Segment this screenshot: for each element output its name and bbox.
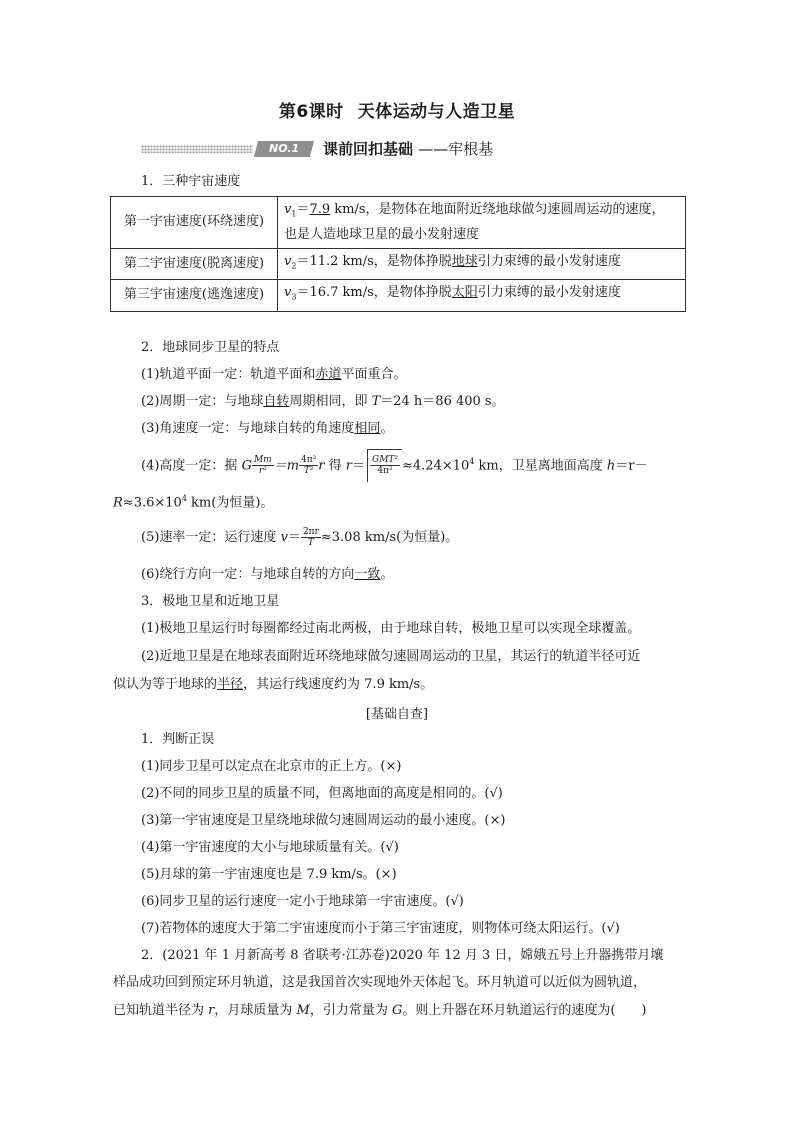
sec3-line2: (2)近地卫星是在地球表面附近环绕地球做匀速圆周运动的卫星，其运行的轨道半径可近 — [141, 649, 641, 664]
list-item: (4)第一宇宙速度的大小与地球质量有关。(√) — [141, 840, 399, 855]
section-badge: NO.1 — [254, 141, 314, 157]
formula-fraction: $\frac{\text{4π²}}{\text{T²}}$ — [301, 455, 317, 477]
section-heading: 课前回扣基础 ——牢根基 — [323, 140, 494, 158]
sec2-line4: (4)高度一定：据 G $\frac{Mm}{\text{r²}}$ ＝m $\frac{\text{4π²}}{\text{T²}}$ r 得 r＝ $\frac{\text{GMT²}}{\text{4π²}}$ $\approx 4.24\times 10^4$ km，卫星离地面高度 h＝r－ — [141, 446, 647, 482]
table-cell-name: 第二宇宙速度(脱离速度) — [111, 248, 278, 280]
square-root: $\frac{\text{GMT²}}{\text{4π²}}$ — [367, 449, 402, 482]
section-banner — [141, 140, 561, 158]
list-item: (1)同步卫星可以定点在北京市的正上方。(×) — [141, 759, 402, 774]
list-item: (5)月球的第一宇宙速度也是 7.9 km/s。(×) — [141, 867, 397, 882]
sec1-heading: 1．三种宇宙速度 — [141, 174, 241, 189]
table-cell-desc: $v_1=7.9$ km/s，是物体在地面附近绕地球做匀速圆周运动的速度， 也是人造地球卫星的最小发射速度 — [278, 197, 686, 249]
list-item: (3)第一宇宙速度是卫星绕地球做匀速圆周运动的最小速度。(×) — [141, 813, 506, 828]
table-row — [111, 248, 686, 280]
table-cell-name: 第一宇宙速度(环绕速度) — [111, 197, 278, 249]
table-cell-desc: $v_3=16.7$ km/s，是物体挣脱太阳引力束缚的最小发射速度 — [278, 280, 686, 312]
sec3-line3: 似认为等于地球的半径，其运行线速度约为 7.9 km/s。 — [113, 677, 434, 692]
sec2-line3: (3)角速度一定：与地球自转的角速度相同。 — [141, 421, 394, 436]
question-2-line1: 2．(2021 年 1 月新高考 8 省联考·江苏卷)2020 年 12 月 3 日，嫦娥五号上升器携带月壤 — [141, 948, 664, 963]
list-item: (7)若物体的速度大于第二宇宙速度而小于第三宇宙速度，则物体可绕太阳运行。(√) — [141, 921, 620, 936]
lesson-number: 第6课时 — [278, 102, 344, 122]
list-item: (6)同步卫星的运行速度一定小于地球第一宇宙速度。(√) — [141, 894, 464, 909]
sec2-line1: (1)轨道平面一定：轨道平面和赤道平面重合。 — [141, 367, 407, 382]
sec2-line6: (6)绕行方向一定：与地球自转的方向一致。 — [141, 567, 394, 582]
formula-fraction: $\frac{2\pi r}{T}$ — [302, 527, 319, 548]
list-item: (2)不同的同步卫星的质量不同，但离地面的高度是相同的。(√) — [141, 786, 503, 801]
page-title — [0, 97, 794, 122]
table-row — [111, 197, 686, 249]
cosmic-speed-table — [110, 196, 686, 312]
table-cell-name: 第三宇宙速度(逃逸速度) — [111, 280, 278, 312]
sec3-heading: 3．极地卫星和近地卫星 — [141, 594, 280, 609]
dotted-decoration — [141, 145, 253, 153]
table-row — [111, 280, 686, 312]
sec2-line5: (5)速率一定：运行速度 v＝ $\frac{2\pi r}{T}$ ≈3.08 km/s(为恒量)。 — [141, 527, 459, 548]
self-check-heading: [基础自查] — [365, 707, 429, 722]
sec2-line2: (2)周期一定：与地球自转周期相同，即 T＝24 h＝86 400 s。 — [141, 394, 505, 409]
formula-fraction: $\frac{Mm}{\text{r²}}$ — [253, 455, 272, 477]
question-2-line3: 已知轨道半径为 r，月球质量为 M，引力常量为 G。则上升器在环月轨道运行的速度为( ) — [113, 1003, 647, 1018]
sec2-line4-cont: $R\approx 3.6\times 10^4$ km(为恒量)。 — [113, 494, 274, 511]
question-2-line2: 样品成功回到预定环月轨道，这是我国首次实现地外天体起飞。环月轨道可以近似为圆轨道， — [113, 975, 647, 990]
self-check-sub: 1．判断正误 — [141, 732, 215, 747]
lesson-topic: 天体运动与人造卫星 — [357, 102, 516, 122]
table-cell-desc: $v_2=11.2$ km/s，是物体挣脱地球引力束缚的最小发射速度 — [278, 248, 686, 280]
sec3-line1: (1)极地卫星运行时每圈都经过南北两极，由于地球自转，极地卫星可以实现全球覆盖。 — [141, 621, 641, 636]
sec2-heading: 2．地球同步卫星的特点 — [141, 340, 280, 355]
